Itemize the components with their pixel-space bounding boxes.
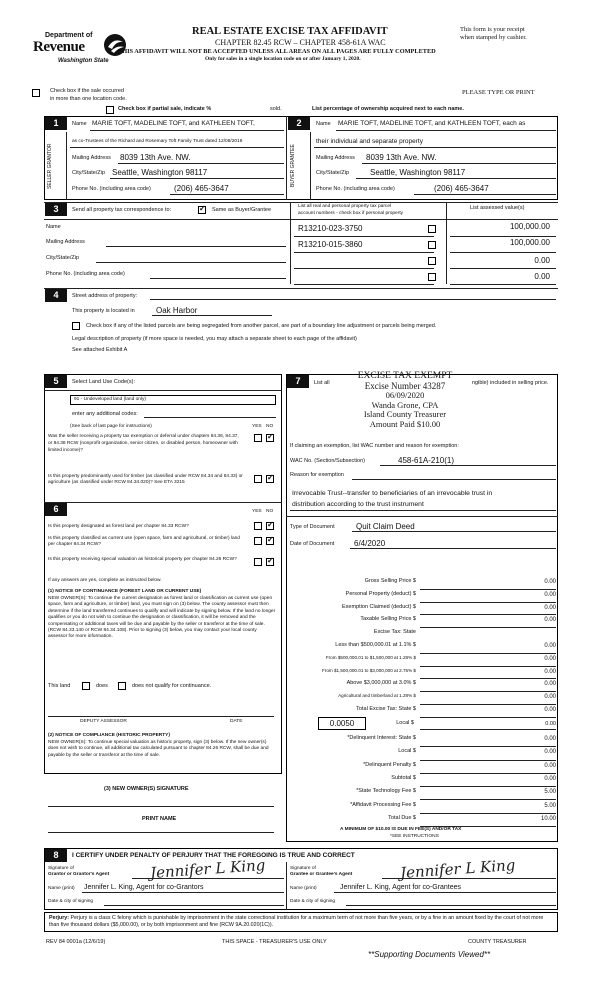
doc-date-label: Date of Document	[290, 541, 335, 547]
s6-yes-label: YES	[252, 509, 262, 514]
additional-codes-label: enter any additional codes:	[72, 411, 138, 417]
s3-mailing-label: Mailing Address	[46, 239, 85, 245]
hist-title: (2) NOTICE OF COMPLIANCE (HISTORIC PROPERTY)	[48, 733, 170, 738]
s6-q3: Is this property receiving special valuation as historical property per chapter 84.26 RCW?	[48, 557, 237, 562]
tax-calc-value: 10.00	[540, 815, 556, 822]
grantee-signature: Jennifer L King	[399, 855, 516, 883]
buyer-name-cont: their individual and separate property	[316, 138, 423, 145]
tax-calc-label: Excise Tax: State	[373, 629, 416, 636]
hist-text: NEW OWNER(S): To continue special valuation as historic property, sign (3) below. If the new owner(s) does not wish to continue, all additional tax calculated pursuant to chapter 84.26 RCW, shall be due and payable by the seller or transferor at the time of sale.	[48, 740, 269, 758]
s6-no-label: NO	[266, 509, 274, 514]
dept-of-text: Department of	[45, 32, 93, 39]
buyer-name-label: Name	[316, 121, 331, 127]
tax-calc-value: 0.00	[544, 749, 556, 756]
section-7-number: 7	[287, 375, 309, 388]
tax-calc-value: 0.00	[544, 604, 556, 611]
same-as-buyer-label: Same as Buyer/Grantee	[212, 207, 272, 213]
see-instructions: *SEE INSTRUCTIONS	[390, 834, 439, 839]
parcel-header-1: List all real and personal property tax parcel	[298, 204, 392, 209]
dor-logo	[30, 30, 130, 72]
tax-calc-row	[290, 667, 556, 680]
located-value: Oak Harbor	[156, 306, 198, 315]
tax-calc-label: Less than $500,000.01 at 1.1% $	[335, 642, 416, 648]
does-label: does	[96, 683, 108, 689]
s5-no-label: NO	[266, 424, 274, 429]
personal-property-checkbox[interactable]	[428, 241, 436, 249]
seller-name: MARIE TOFT, MADELINE TOFT, and KATHLEEN TOFT,	[92, 120, 255, 127]
exempt-stamp	[340, 372, 470, 429]
s5-yes-label: YES	[252, 424, 262, 429]
claiming-label: If claiming an exemption, list WAC number and reason for exemption:	[290, 443, 459, 449]
tax-calc-row	[290, 814, 556, 827]
tax-calc-value: 5.00	[544, 802, 556, 809]
s3-phone-label: Phone No. (including area code)	[46, 271, 125, 277]
perjury-box	[44, 912, 558, 932]
tax-calc-row	[290, 654, 556, 667]
tax-calc-label: *Affidavit Processing Fee $	[350, 801, 416, 808]
doc-type: Quit Claim Deed	[356, 522, 415, 531]
receipt-note-2: when stamped by cashier.	[460, 34, 527, 41]
section-1-number: 1	[45, 117, 67, 130]
warning-text: THIS AFFIDAVIT WILL NOT BE ACCEPTED UNLESS ALL AREAS ON ALL PAGES ARE FULLY COMPLETED	[118, 48, 436, 55]
legal-desc-label: Legal description of property (if more space is needed, you may attach a separate sheet to each page of the affidavit)	[72, 336, 357, 342]
tax-calc-label: From $500,000.01 to $1,500,000 at 1.28% $	[325, 654, 416, 660]
tax-calc-value: 0.00	[544, 668, 556, 675]
local-label: Local $	[396, 720, 414, 726]
doc-date: 6/4/2020	[354, 539, 386, 548]
assessed-value: 100,000.00	[509, 222, 550, 231]
s5-q2-no-checkbox[interactable]	[266, 475, 274, 483]
personal-property-checkbox[interactable]	[428, 273, 436, 281]
tax-calc-value: 0.00	[544, 707, 556, 713]
tax-calc-row	[290, 577, 556, 590]
land-use-select[interactable]	[70, 395, 276, 405]
tax-calc-label: Personal Property (deduct) $	[345, 590, 416, 597]
revenue-text: Revenue	[33, 39, 85, 55]
section-5-number: 5	[45, 375, 67, 388]
seller-city: Seattle, Washington 98117	[112, 168, 208, 177]
buyer-phone-label: Phone No. (including area code)	[316, 186, 395, 192]
personal-property-checkbox[interactable]	[428, 257, 436, 265]
s6-q3-yes-checkbox[interactable]	[254, 558, 262, 566]
s6-q3-no-checkbox[interactable]	[266, 558, 274, 566]
stamp-line-1: EXCISE TAX EXEMPT	[357, 371, 453, 381]
tax-calc-row	[290, 641, 556, 654]
stamp-line-2: Excise Number 43287	[364, 380, 446, 391]
tax-calc-row	[290, 747, 556, 760]
same-as-buyer-checkbox[interactable]	[198, 206, 206, 214]
deputy-assessor-label: DEPUTY ASSESSOR	[80, 719, 127, 724]
tax-calc-label: Above $3,000,000 at 3.0% $	[346, 680, 416, 687]
tangible-suffix: ngible) included in selling price.	[472, 380, 549, 386]
partial-sale-label: Check box if partial sale, indicate %	[118, 106, 212, 112]
tax-calc-value: 0.00	[544, 643, 556, 649]
please-type: PLEASE TYPE OR PRINT	[462, 89, 535, 96]
does-checkbox[interactable]	[82, 682, 90, 690]
tax-calc-label: *Delinquent Interest: State $	[347, 735, 416, 741]
tax-calc-label: Subtotal $	[391, 774, 416, 781]
tax-calc-label: Agricultural and timberland at 1.28% $	[338, 693, 416, 699]
tax-calc-label: *Delinquent Penalty $	[363, 761, 416, 768]
parcel-row	[294, 254, 556, 268]
grantee-name: Jennifer L. King, Agent for co-Grantees	[340, 884, 462, 891]
tax-calc-value: 0.00	[544, 694, 556, 701]
tax-calc-value: 0.00	[544, 655, 556, 662]
tax-calc-row	[290, 628, 556, 641]
county-treasurer: COUNTY TREASURER	[468, 939, 527, 945]
grantor-signature: Jennifer L King	[149, 855, 266, 883]
tax-calc-row	[290, 692, 556, 705]
grantee-name-label: Name (print)	[290, 886, 317, 891]
personal-property-checkbox[interactable]	[428, 225, 436, 233]
tax-calc-row	[290, 774, 556, 787]
s6-q2-no-checkbox[interactable]	[266, 537, 274, 545]
s6-q1: Is this property designated as forest land per chapter 84.33 RCW?	[48, 524, 189, 529]
this-land-label: This land	[48, 683, 71, 689]
rev-number: REV 84 0001a (12/6/19)	[46, 939, 106, 945]
seller-address: 8039 13th Ave. NW.	[120, 153, 191, 162]
s5-q1-yes-checkbox[interactable]	[254, 434, 262, 442]
s6-q1-yes-checkbox[interactable]	[254, 522, 262, 530]
tax-calc-value: 0.00	[544, 579, 556, 585]
grantor-name: Jennifer L. King, Agent for co-Grantors	[84, 884, 204, 891]
receipt-note-1: This form is your receipt	[460, 26, 525, 33]
stamp-line-3: 06/09/2020	[385, 390, 425, 400]
s6-q1-no-checkbox[interactable]	[266, 522, 274, 530]
parcel-header-2: account numbers - check box if personal property	[298, 211, 404, 216]
tax-calc-value: 0.00	[544, 617, 556, 624]
seller-name-label: Name	[72, 121, 87, 127]
tax-calc-row	[290, 705, 556, 718]
parcel-row	[294, 222, 556, 236]
tax-calc-label: *State Technology Fee $	[356, 788, 416, 795]
grantee-sig-label-1: Signature of	[290, 866, 316, 871]
tax-calc-label: Taxable Selling Price $	[360, 616, 416, 623]
grantor-sig-label-1: Signature of	[48, 866, 74, 871]
seller-address-label: Mailing Address	[72, 155, 111, 161]
reason-line-1: Irrevocable Trust--transfer to beneficiaries of an irrevocable trust in	[292, 490, 493, 497]
minimum-text: A MINIMUM OF $10.00 IS DUE IN FEE(S) AND/OR TAX	[340, 827, 462, 832]
exhibit-text: See attached Exhibit A	[72, 347, 128, 353]
local-rate-box[interactable]	[318, 717, 366, 730]
tax-calc-label: Total Excise Tax: State $	[356, 706, 416, 712]
segregated-label: Check box if any of the listed parcels are being segregated from another parcel, are part of a boundary line adjustment or parcels being merged.	[86, 323, 437, 329]
tax-calc-row	[290, 787, 556, 800]
tax-calc-value: 0.00	[544, 591, 556, 598]
buyer-address: 8039 13th Ave. NW.	[366, 153, 437, 162]
s5-q2-yes-checkbox[interactable]	[254, 475, 262, 483]
tax-calc-label: From $1,500,000.01 to $3,000,000 at 2.75% $	[322, 667, 416, 673]
parcel-row	[294, 238, 556, 252]
print-name-label: PRINT NAME	[142, 816, 177, 822]
section-8-number: 8	[45, 849, 67, 862]
list-all-label: List all	[314, 380, 330, 386]
s5-q1-no-checkbox[interactable]	[266, 434, 274, 442]
assessed-value: 0.00	[534, 256, 550, 265]
located-label: This property is located in	[72, 308, 135, 314]
section-6-number: 6	[45, 503, 67, 516]
send-correspondence-label: Send all property tax correspondence to:	[72, 207, 172, 213]
tax-calc-label: Local $	[398, 748, 416, 755]
grantee-date-label: Date & city of signing	[290, 899, 336, 904]
land-use-value: 91 - Undeveloped land (land only)	[74, 397, 147, 402]
tax-calc-label: Gross Selling Price $	[364, 578, 416, 584]
wac-value: 458-61A-210(1)	[398, 456, 455, 465]
parcel-row	[294, 270, 556, 284]
grantor-sig-label-2: Grantor or Grantor's Agent	[48, 872, 110, 877]
if-yes-text: If any answers are yes, complete as instructed below.	[48, 578, 162, 583]
chapters-text: CHAPTER 82.45 RCW – CHAPTER 458-61A WAC	[215, 38, 386, 47]
tax-calc-row	[290, 734, 556, 747]
noc-text: NEW OWNER(S): To continue the current designation as forest land or classification as current use (open space, farm and agriculture, or timber) land, you must sign on (3) below. The county assessor must then determine if the land transferred continues to qualify and will indicate by signing below. If the land no longer qualifies or you do not wish to continue the designation or classification, it will be removed and the compensating or additional taxes will be due and payable by the seller or transferor at the time of sale. (RCW 84.33.140 or RCW 84.34.108). Prior to signing (3) below, you may contact your local county assessor for more information.	[48, 596, 276, 640]
s5-q1: Was the seller receiving a property tax exemption or deferral under chapters 84.36, 84.37, or 84.38 RCW (nonprofit organization, senior citizen, or disabled person, homeowner with limited income)?	[48, 434, 239, 453]
perjury-label: Perjury:	[49, 915, 70, 921]
s3-name-label: Name	[46, 224, 61, 230]
washington-state-text: Washington State	[58, 58, 109, 64]
grantee-sig-label-2: Grantee or Grantee's Agent	[290, 872, 353, 877]
s6-q2: Is this property classified as current use (open space, farm and agricultural, or timber) land per chapter 84.34 RCW?	[48, 536, 240, 547]
does-not-label: does not qualify for continuance.	[132, 683, 212, 689]
wac-label: WAC No. (Section/Subsection)	[290, 458, 365, 464]
buyer-address-label: Mailing Address	[316, 155, 355, 161]
stamp-line-4: Wanda Grone, CPA	[371, 399, 439, 410]
street-address-label: Street address of property:	[72, 293, 138, 299]
segregated-checkbox[interactable]	[72, 322, 80, 330]
partial-sale-checkbox[interactable]	[106, 106, 114, 114]
section-2-number: 2	[288, 117, 310, 130]
certify-text: I CERTIFY UNDER PENALTY OF PERJURY THAT THE FOREGOING IS TRUE AND CORRECT	[72, 852, 355, 859]
land-use-label: Select Land Use Code(s):	[72, 379, 135, 385]
seller-side-label: SELLER GRANTOR	[47, 143, 53, 189]
form-title: REAL ESTATE EXCISE TAX AFFIDAVIT	[192, 26, 388, 37]
buyer-phone: (206) 465-3647	[434, 184, 489, 193]
assessed-value: 100,000.00	[509, 238, 550, 247]
grantor-date-label: Date & city of signing	[48, 899, 94, 904]
parcel-number: R13210-015-3860	[298, 240, 363, 249]
stamp-line-6: Amount Paid $10.00	[369, 418, 441, 429]
buyer-side-label: BUYER GRANTEE	[290, 144, 296, 188]
doc-type-label: Type of Document	[290, 524, 335, 530]
tax-calc-row	[290, 590, 556, 603]
tax-calc-row	[290, 615, 556, 628]
treasurer-only: THIS SPACE - TREASURER'S USE ONLY	[222, 939, 327, 945]
tax-calc-row	[290, 679, 556, 692]
tax-calc-value: 0.00	[544, 681, 556, 688]
noc-title: (1) NOTICE OF CONTINUANCE (FOREST LAND OR CURRENT USE)	[48, 589, 202, 594]
see-back-label: (See back of last page for instructions)	[70, 424, 152, 429]
seller-phone-label: Phone No. (including area code)	[72, 186, 151, 192]
local-value: 0.00	[545, 721, 556, 727]
local-rate: 0.0050	[329, 719, 355, 728]
reason-label: Reason for exemption	[290, 472, 344, 478]
assessed-header: List assessed value(s)	[470, 205, 525, 211]
multi-location-checkbox[interactable]	[32, 89, 40, 97]
s3-city-label: City/State/Zip	[46, 255, 80, 261]
date-label: DATE	[230, 719, 243, 724]
section-4-number: 4	[45, 289, 67, 302]
parcel-number: R13210-023-3750	[298, 224, 363, 233]
seller-phone: (206) 465-3647	[174, 184, 229, 193]
section-3-number: 3	[45, 203, 67, 216]
tax-calc-label: Total Due $	[388, 814, 416, 821]
seller-city-label: City/State/Zip	[72, 170, 106, 176]
reason-line-2: distribution according to the trust instrument	[292, 501, 424, 508]
only-for-text: Only for sales in a single location code on or after January 1, 2020.	[205, 56, 361, 62]
ownership-pct-label: List percentage of ownership acquired next to each name.	[312, 106, 464, 112]
buyer-city-label: City/State/Zip	[316, 170, 350, 176]
buyer-name: MARIE TOFT, MADELINE TOFT, and KATHLEEN TOFT, each as	[338, 120, 526, 127]
tax-calc-row	[290, 603, 556, 616]
perjury-text: Perjury is a class C felony which is punishable by imprisonment in the state correctional institution for a maximum term of not more than five years, or by a fine in an amount fixed by the court of not more than five thousand dollars ($5,000.00), or by both imprisonment and fine (RCW 9A.20.020(1C)).	[49, 915, 544, 928]
stamp-line-5: Island County Treasurer	[363, 409, 447, 419]
sold-label: sold.	[270, 106, 282, 112]
new-owner-sig-label: (3) NEW OWNER(S) SIGNATURE	[104, 786, 189, 792]
tax-calc-row	[290, 761, 556, 774]
tax-calc-value: 0.00	[544, 775, 556, 782]
buyer-city: Seattle, Washington 98117	[370, 168, 466, 177]
tax-calc-value: 0.00	[544, 736, 556, 742]
grantor-name-label: Name (print)	[48, 886, 75, 891]
multi-location-label-2: in more than one location code.	[50, 96, 127, 102]
s5-q2: Is this property predominantly used for timber (as classified under RCW 84.34 and 84.33) or agriculture (as classified under RCW 84.34.020)? See ETA 3215	[48, 474, 243, 485]
supporting-docs: **Supporting Documents Viewed**	[368, 950, 491, 959]
tax-calc-row	[290, 801, 556, 814]
multi-location-label-1: Check box if the sale occurred	[50, 88, 124, 94]
tax-calc-label: Exemption Claimed (deduct) $	[342, 603, 416, 610]
s6-q2-yes-checkbox[interactable]	[254, 537, 262, 545]
seller-name-cont: as co-Trustees of the Richard and Rosemary Toft Family Trust dated 12/08/2018	[72, 139, 243, 144]
tax-calc-value: 5.00	[544, 789, 556, 796]
tax-calc-value: 0.00	[544, 762, 556, 769]
assessed-value: 0.00	[534, 272, 550, 281]
does-not-checkbox[interactable]	[118, 682, 126, 690]
